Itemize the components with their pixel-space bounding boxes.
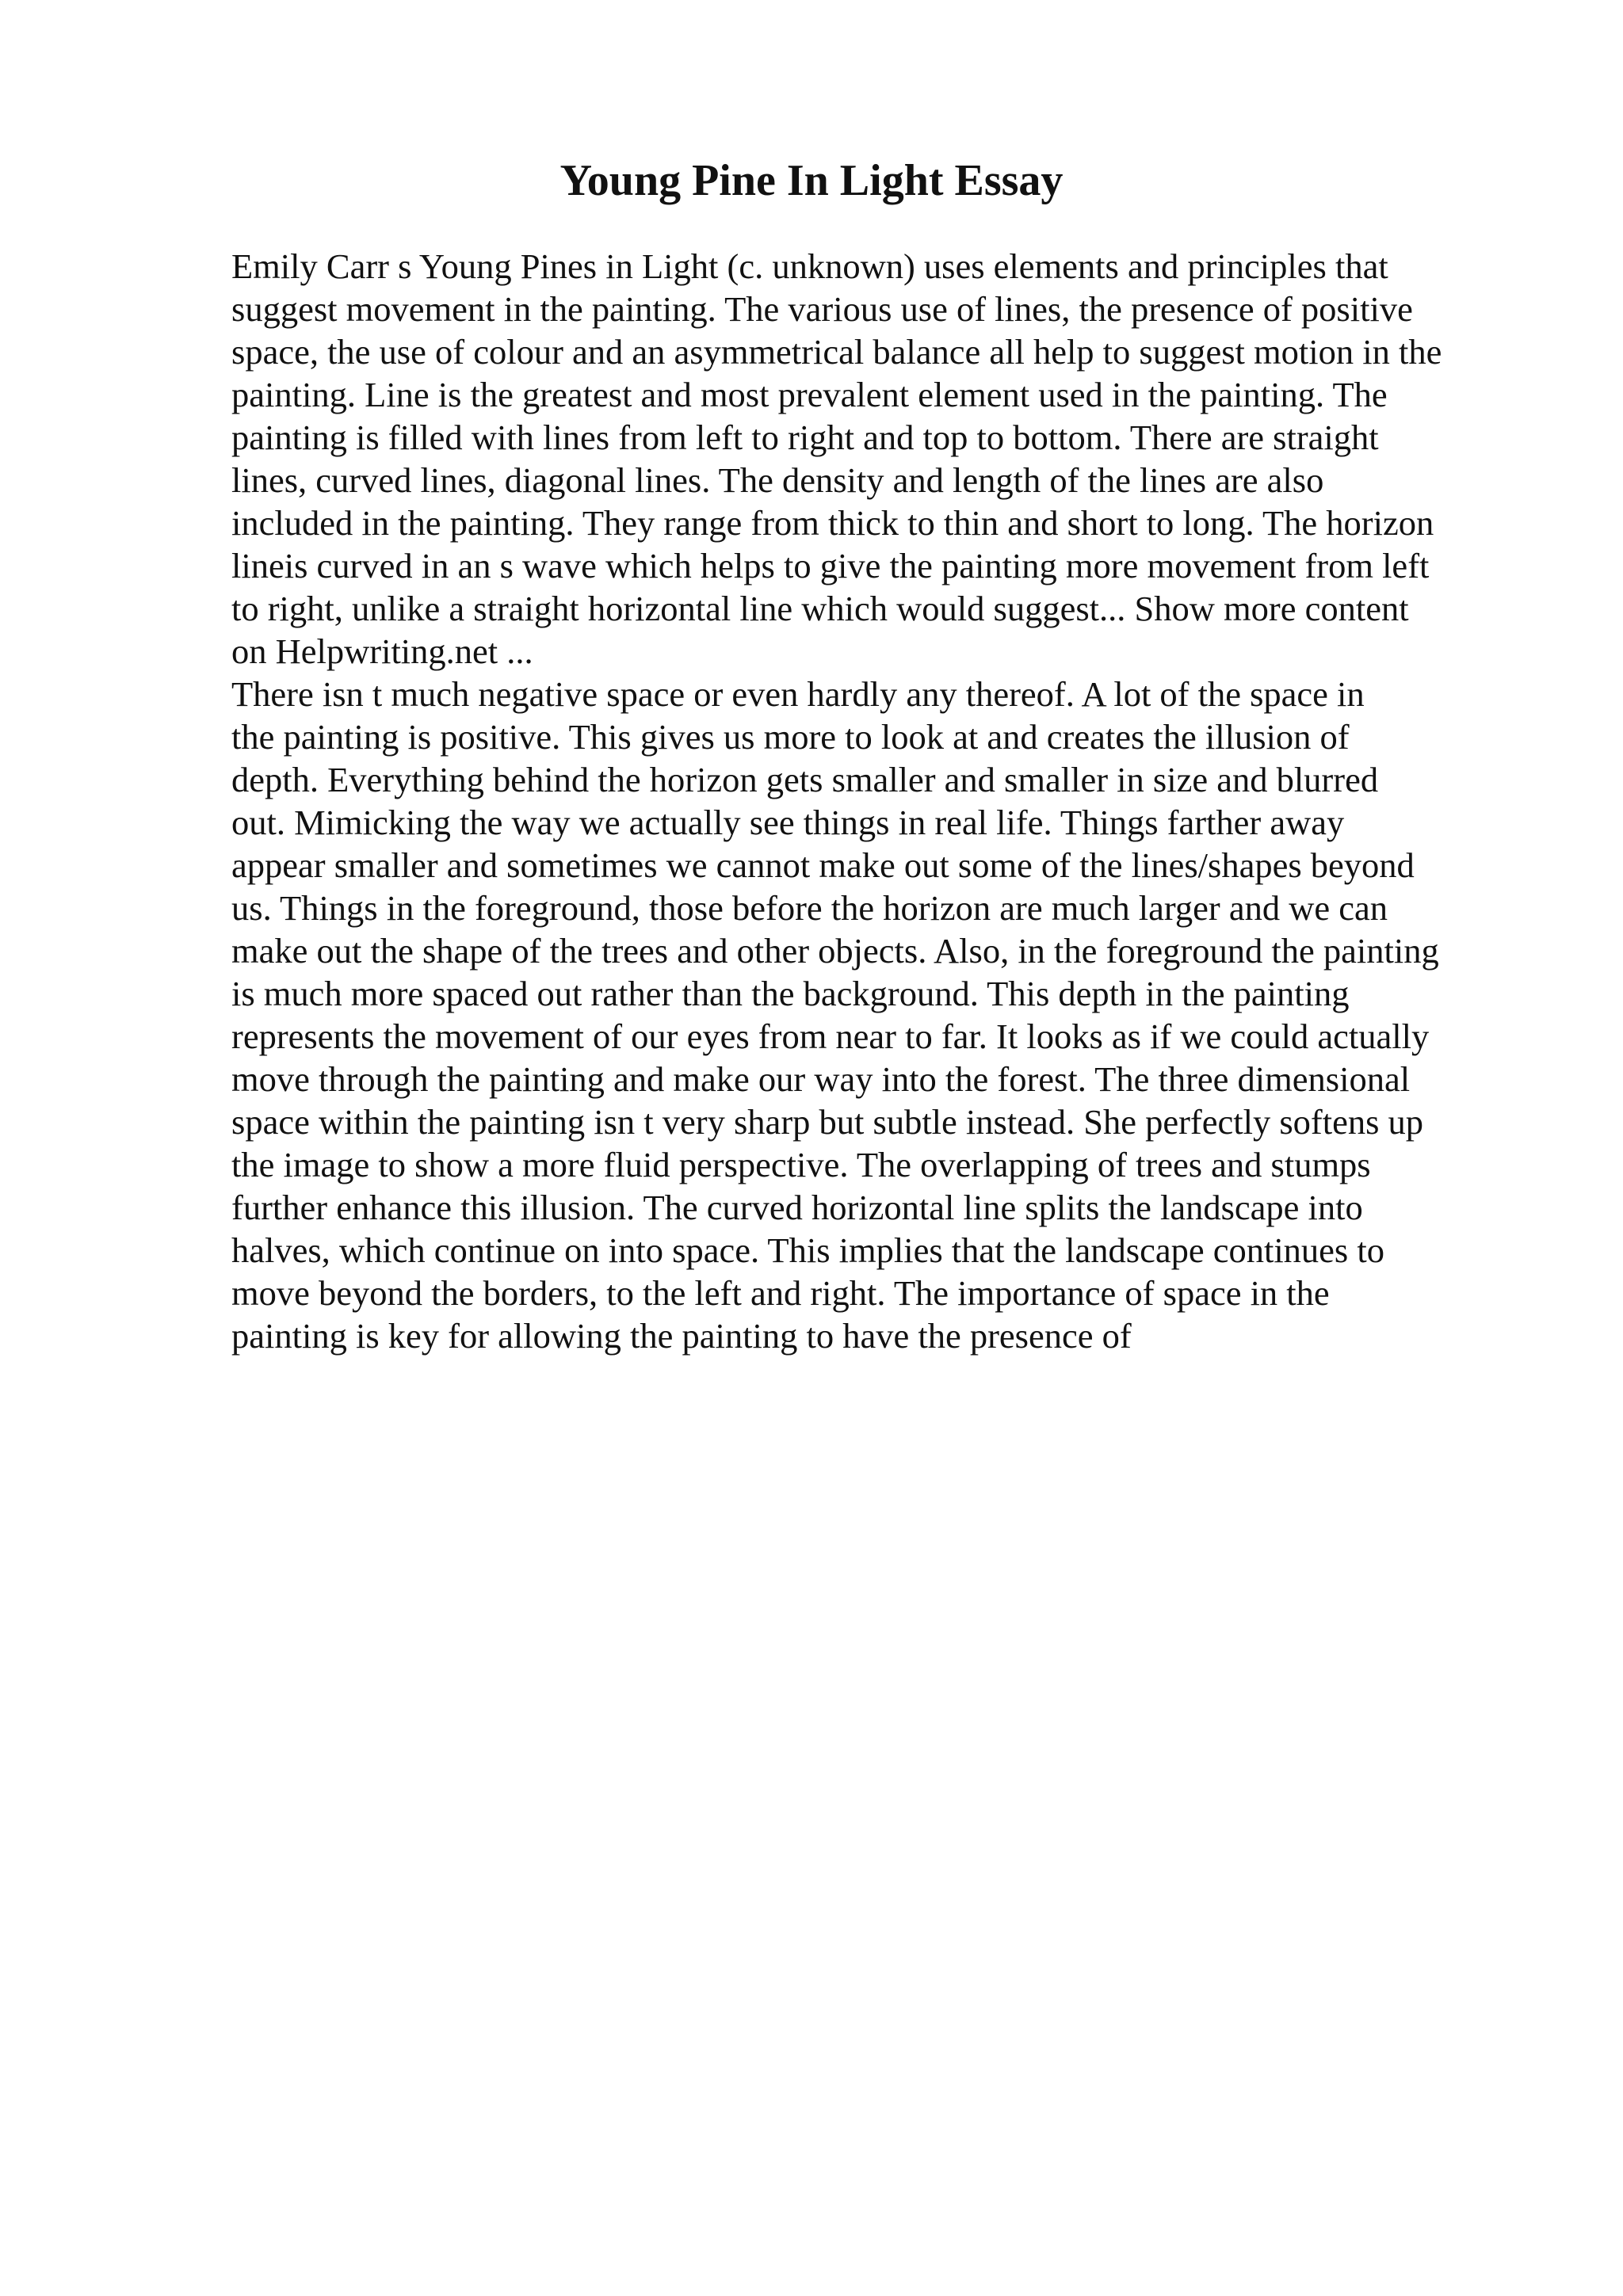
- text-line: painting. Line is the greatest and most prevalent element used in the painting. The: [231, 375, 1388, 414]
- text-line: make out the shape of the trees and other objects. Also, in the foreground the painting: [231, 931, 1439, 971]
- text-line: painting is filled with lines from left to right and top to bottom. There are straight: [231, 418, 1379, 457]
- text-line: depth. Everything behind the horizon gets smaller and smaller in size and blurred: [231, 760, 1379, 799]
- text-line: halves, which continue on into space. This implies that the landscape continues to: [231, 1230, 1384, 1270]
- text-line: Emily Carr s Young Pines in Light (c. unknown) uses elements and principles that: [231, 246, 1388, 286]
- text-line: further enhance this illusion. The curved horizontal line splits the landscape into: [231, 1188, 1363, 1227]
- text-line: There isn t much negative space or even hardly any thereof. A lot of the space in: [231, 674, 1365, 714]
- text-line: lines, curved lines, diagonal lines. The density and length of the lines are also: [231, 460, 1324, 500]
- text-line: appear smaller and sometimes we cannot make out some of the lines/shapes beyond: [231, 845, 1415, 885]
- text-line: on Helpwriting.net ...: [231, 631, 533, 671]
- paragraph-1: [231, 245, 1515, 673]
- text-line: space, the use of colour and an asymmetrical balance all help to suggest motion in the: [231, 332, 1442, 372]
- document-title: Young Pine In Light Essay: [559, 156, 1064, 205]
- text-line: included in the painting. They range from thick to thin and short to long. The horizon: [231, 503, 1434, 543]
- text-line: lineis curved in an s wave which helps to give the painting more movement from left: [231, 546, 1430, 585]
- text-line: painting is key for allowing the painting to have the presence of: [231, 1316, 1132, 1356]
- text-line: suggest movement in the painting. The various use of lines, the presence of positive: [231, 289, 1413, 329]
- text-line: space within the painting isn t very sharp but subtle instead. She perfectly softens up: [231, 1102, 1424, 1142]
- text-line: move through the painting and make our way into the forest. The three dimensional: [231, 1059, 1411, 1099]
- essay-body: [231, 245, 1515, 1357]
- text-line: move beyond the borders, to the left and right. The importance of space in the: [231, 1273, 1330, 1313]
- text-line: to right, unlike a straight horizontal line which would suggest... Show more content: [231, 589, 1409, 628]
- text-line: is much more spaced out rather than the background. This depth in the painting: [231, 974, 1350, 1013]
- text-line: represents the movement of our eyes from near to far. It looks as if we could actually: [231, 1016, 1430, 1056]
- text-line: the image to show a more fluid perspective. The overlapping of trees and stumps: [231, 1145, 1371, 1184]
- paragraph-2: [231, 673, 1515, 1357]
- text-line: out. Mimicking the way we actually see things in real life. Things farther away: [231, 803, 1345, 842]
- text-line: us. Things in the foreground, those before the horizon are much larger and we can: [231, 888, 1388, 928]
- text-line: the painting is positive. This gives us more to look at and creates the illusion of: [231, 717, 1350, 757]
